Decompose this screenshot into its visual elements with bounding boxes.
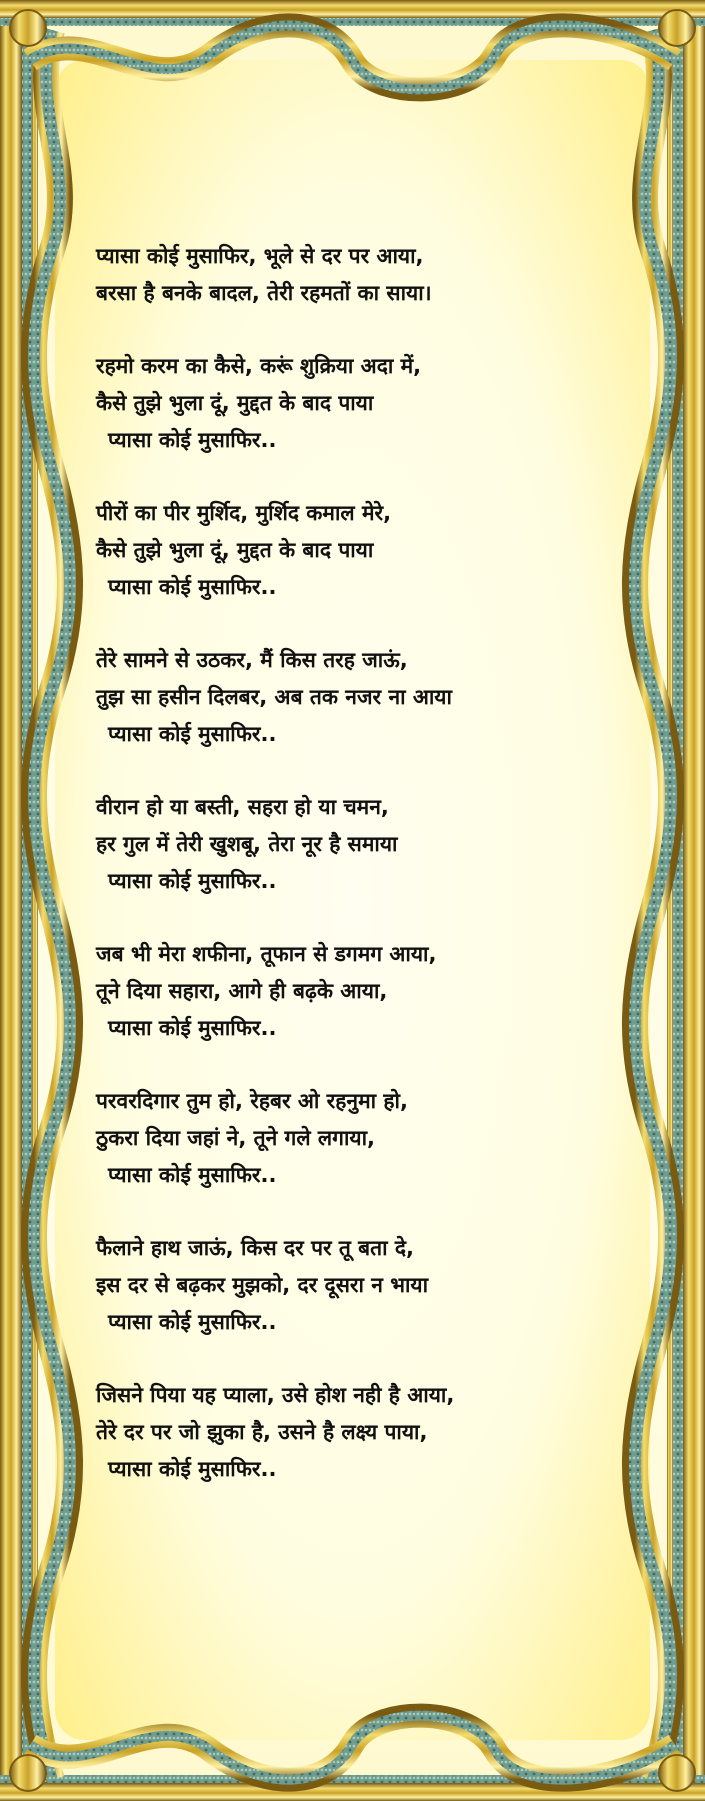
top-outer-bar [0, 0, 705, 18]
poem-line: फैलाने हाथ जाऊं, किस दर पर तू बता दे, [96, 1236, 415, 1260]
right-teal-strip [673, 0, 683, 1801]
poem-line: रहमो करम का कैसे, करूं शुक्रिया अदा में, [96, 354, 422, 378]
refrain-line: प्यासा कोई मुसाफिर.. [108, 1016, 277, 1040]
poem-line: बरसा है बनके बादल, तेरी रहमतों का साया। [96, 281, 432, 305]
refrain-line: प्यासा कोई मुसाफिर.. [108, 1310, 277, 1334]
stanza-9 [96, 1377, 616, 1488]
corner-ornament-bottom-left [10, 1755, 46, 1791]
stanza-8 [96, 1230, 616, 1341]
poem-line: तूने दिया सहारा, आगे ही बढ़के आया, [96, 979, 388, 1003]
refrain-line: प्यासा कोई मुसाफिर.. [108, 1163, 277, 1187]
stanza-7 [96, 1083, 616, 1194]
poem-line: तेरे सामने से उठकर, मैं किस तरह जाऊं, [96, 648, 408, 672]
stanza-6 [96, 936, 616, 1047]
refrain-line: प्यासा कोई मुसाफिर.. [108, 428, 277, 452]
stanza-1 [96, 238, 616, 312]
poem-line: जब भी मेरा शफीना, तूफान से डगमग आया, [96, 942, 437, 966]
poem-line: ठुकरा दिया जहां ने, तूने गले लगाया, [96, 1126, 376, 1150]
poem-line: इस दर से बढ़कर मुझको, दर दूसरा न भाया [96, 1273, 429, 1297]
corner-ornament-bottom-right [659, 1755, 695, 1791]
poem-line: पीरों का पीर मुर्शिद, मुर्शिद कमाल मेरे, [96, 501, 392, 525]
poem-text [96, 238, 616, 1524]
poem-line: तुझ सा हसीन दिलबर, अब तक नजर ना आया [96, 685, 452, 709]
refrain-line: प्यासा कोई मुसाफिर.. [108, 1457, 277, 1481]
corner-ornament-top-right [659, 10, 695, 46]
refrain-line: प्यासा कोई मुसाफिर.. [108, 722, 277, 746]
poem-line: हर गुल में तेरी खुशबू, तेरा नूर है समाया [96, 832, 398, 856]
stanza-2 [96, 348, 616, 459]
poem-line: कैसे तुझे भुला दूं, मुद्दत के बाद पाया [96, 391, 374, 415]
stanza-5 [96, 789, 616, 900]
poem-line: वीरान हो या बस्ती, सहरा हो या चमन, [96, 795, 389, 819]
refrain-line: प्यासा कोई मुसाफिर.. [108, 575, 277, 599]
poem-line: जिसने पिया यह प्याला, उसे होश नही है आया, [96, 1383, 455, 1407]
corner-ornament-top-left [10, 10, 46, 46]
poem-line: परवरदिगार तुम हो, रेहबर ओ रहनुमा हो, [96, 1089, 408, 1113]
stanza-4 [96, 642, 616, 753]
poem-line: प्यासा कोई मुसाफिर, भूले से दर पर आया, [96, 244, 424, 268]
left-teal-strip [22, 0, 32, 1801]
poem-line: तेरे दर पर जो झुका है, उसने है लक्ष्य पाया, [96, 1420, 428, 1444]
poem-line: कैसे तुझे भुला दूं, मुद्दत के बाद पाया [96, 538, 374, 562]
left-outer-bar [0, 0, 22, 1801]
refrain-line: प्यासा कोई मुसाफिर.. [108, 869, 277, 893]
stanza-3 [96, 495, 616, 606]
right-outer-bar [683, 0, 705, 1801]
